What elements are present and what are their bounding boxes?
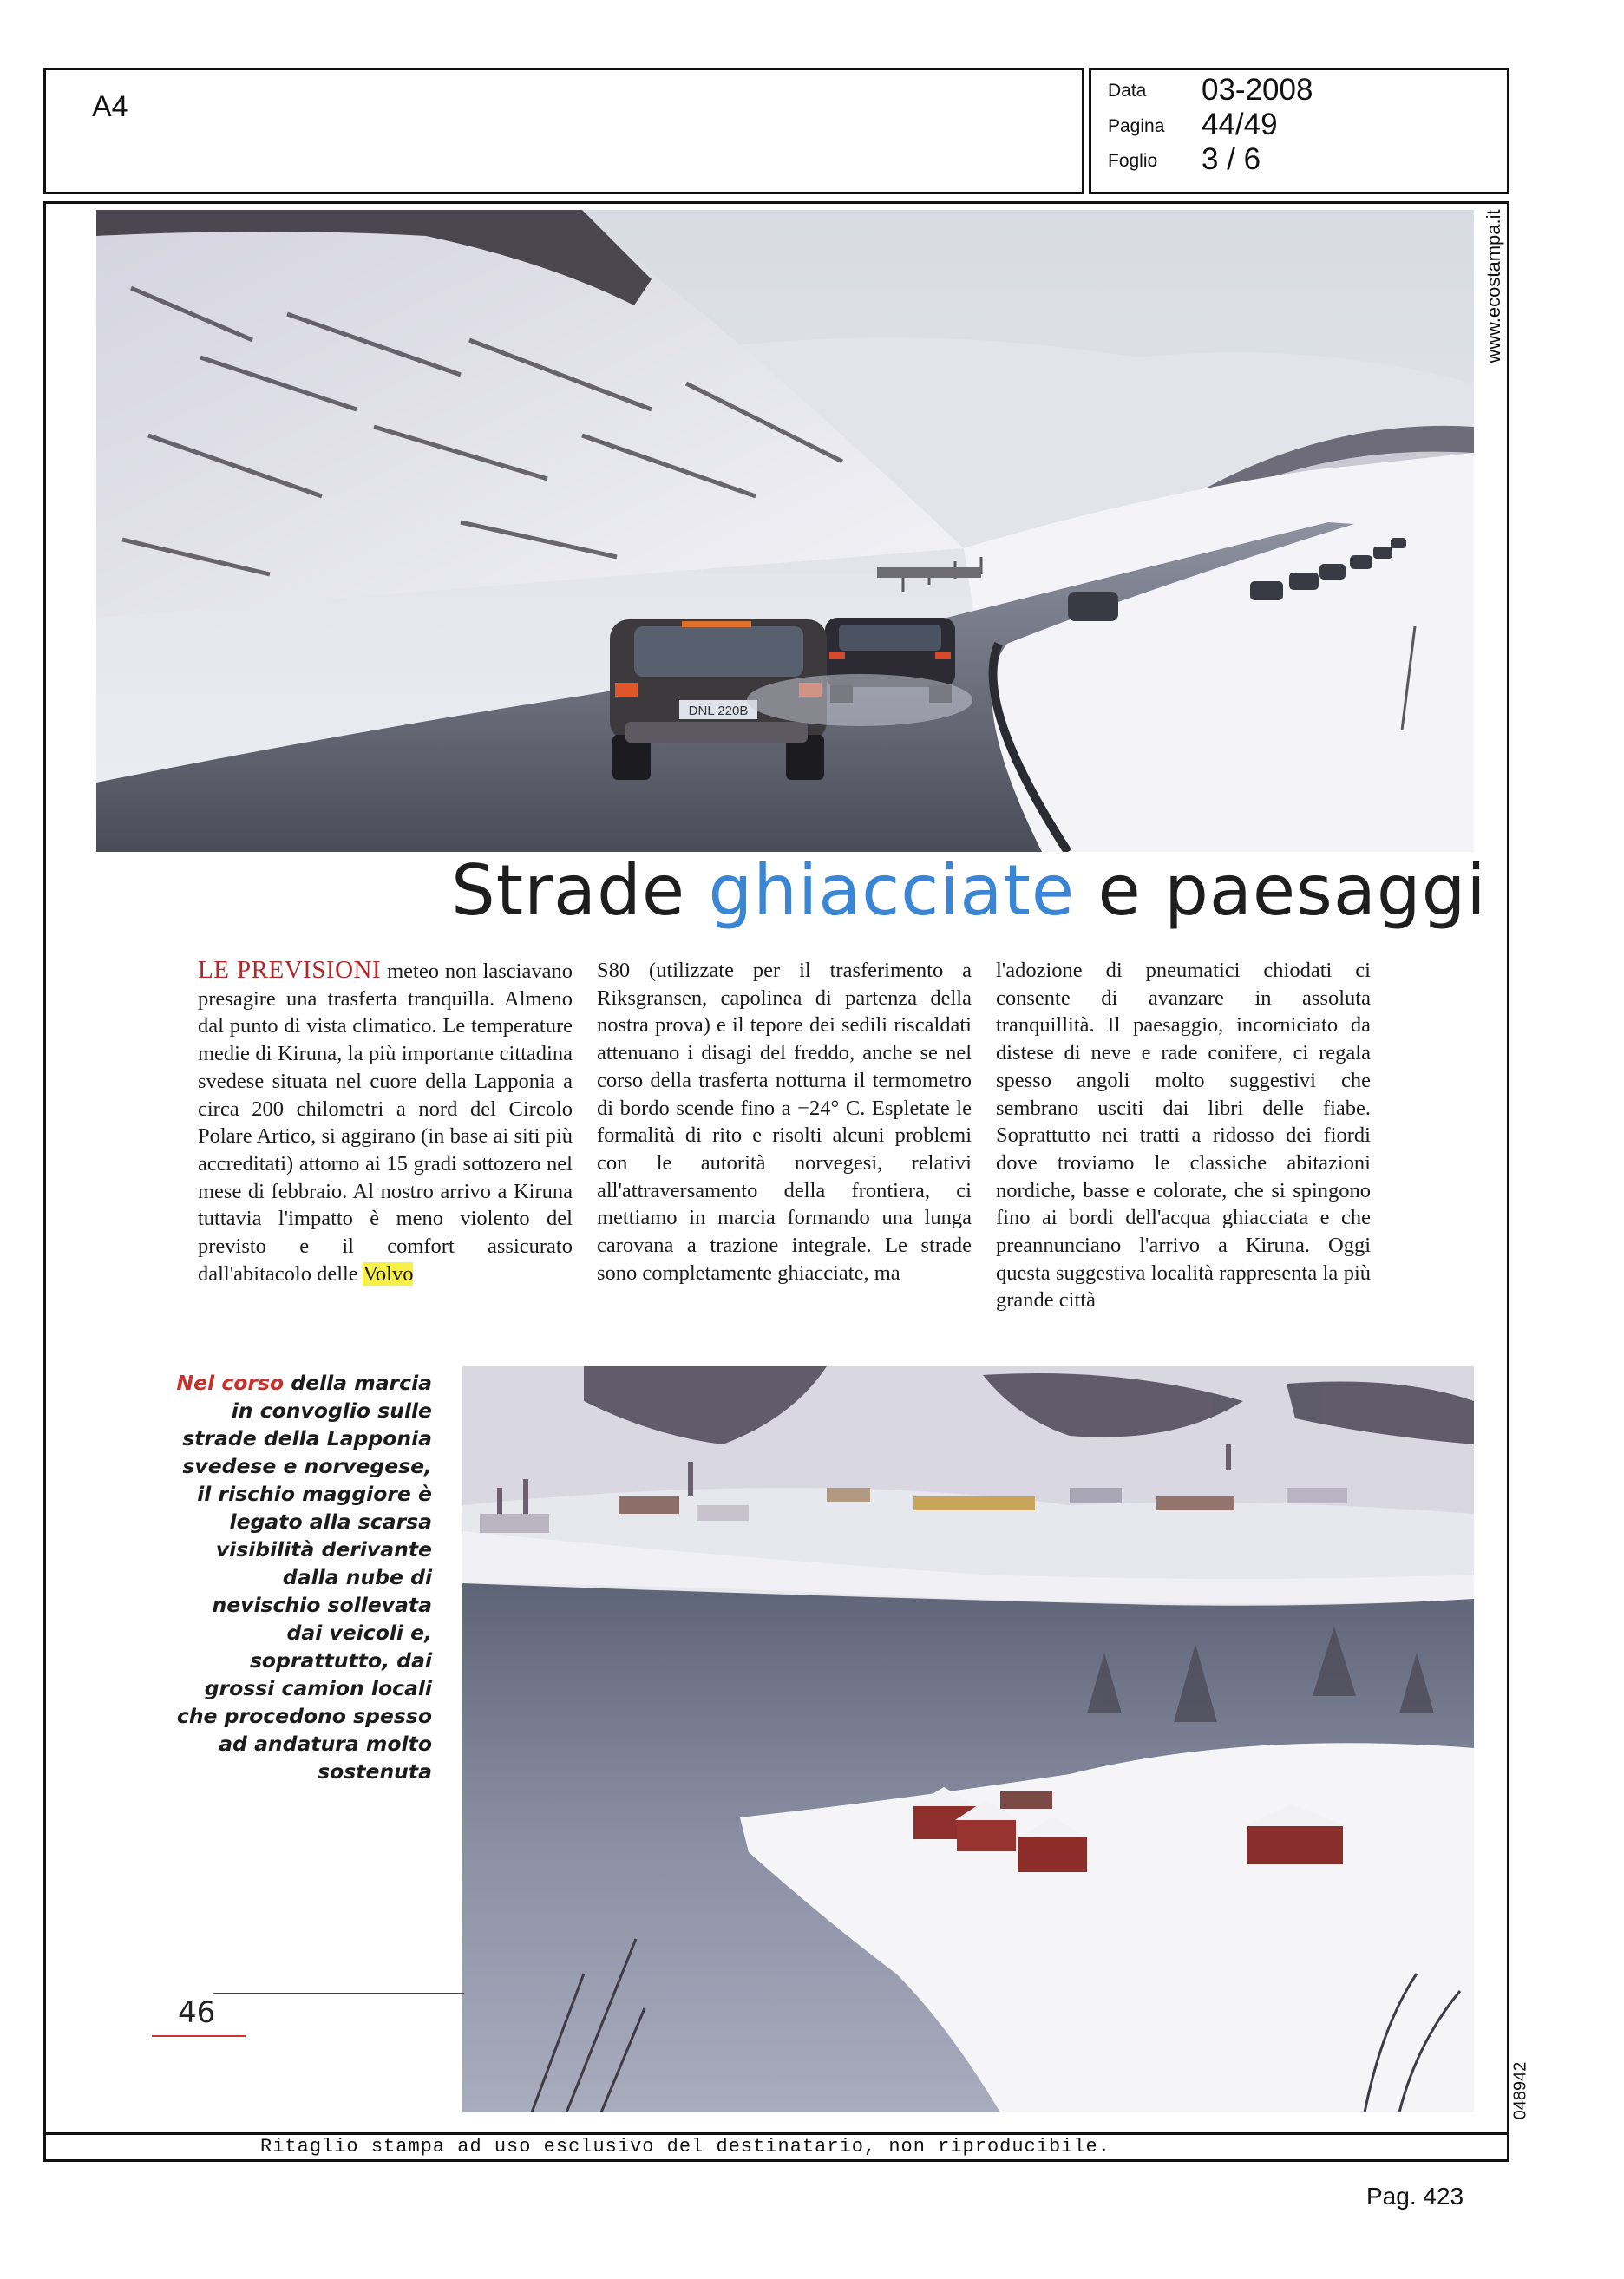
- headline-part-1: Strade: [451, 850, 709, 931]
- pagina-value: 44/49: [1202, 108, 1278, 141]
- headline-part-2: e paesaggi: [1075, 850, 1487, 931]
- body-column-3: l'adozione di pneumatici chiodati ci consente di avanzare in assoluta tranquillità. Il paesaggio, incorniciato da distese di neve e rade conifere, ci regala spesso angoli molto suggestivi che sembrano usciti dai libri delle fiabe. Soprattutto nei tratti a ridosso dei fiordi dove troviamo le classiche abitazioni nordiche, basse e colorate, che si spingono fino ai bordi dell'acqua ghiacciata e che preannunciano l'arrivo a Kiruna. Oggi questa suggestiva località rappresenta la più grande città: [996, 959, 1371, 1313]
- body-column-2: S80 (utilizzate per il trasferimento a Riksgransen, capolinea di partenza della nostra prova) e il tepore dei sedili riscaldati attenuano i disagi del freddo, anche se nel corso della trasferta notturna il termometro di bordo scende fino a −24° C. Espletate le formalità di rito e risolti alcuni problemi con le autorità norvegesi, relativi all'attraversamento della frontiera, ci mettiamo in marcia formando una lunga carovana a trazione integrale. Le strade sono completamente ghiacciate, ma: [597, 959, 972, 1285]
- section-code: A4: [92, 90, 128, 123]
- page-number-rule: [213, 1993, 464, 1994]
- data-value: 03-2008: [1202, 73, 1313, 107]
- data-label: Data: [1108, 81, 1147, 101]
- highlighted-word: Volvo: [363, 1261, 414, 1286]
- magazine-page-number: 46: [178, 1995, 216, 2030]
- caption-text: della marcia in convoglio sulle strade della Lapponia svedese e norvegese, il rischio maggiore è legato alla scarsa visibilità derivante dalla nube di nevischio sollevata dai veicoli e, soprattutto, dai grossi camion locali che procedono spesso ad andatura molto sostenuta: [176, 1371, 432, 1784]
- page-number-underline: [152, 2035, 246, 2037]
- column-lead-in: LE PREVISIONI: [198, 956, 382, 984]
- convoy-road-photo: [96, 210, 1474, 852]
- headline-accent: ghiacciate: [708, 850, 1076, 931]
- photo-caption: [174, 1369, 432, 1785]
- fjord-village-photo: [462, 1366, 1474, 2112]
- article-headline: [451, 850, 1487, 931]
- reproduction-notice: Ritaglio stampa ad uso esclusivo del destinatario, non riproducibile.: [260, 2136, 1110, 2158]
- page-label: Pag. 423: [1366, 2183, 1464, 2210]
- foglio-label: Foglio: [1108, 151, 1158, 171]
- column-1-text: meteo non lasciavano presagire una trasferta tranquilla. Almeno dal punto di vista climatico. Le temperature medie di Kiruna, la più importante cittadina svedese situata nel cuore della Lapponia a circa 200 chilometri a nord del Circolo Polare Artico, si aggirano (in base ai siti più accreditati) attorno ai 15 gradi sottozero nel mese di febbraio. Al nostro arrivo a Kiruna tuttavia l'impatto è meno violento del previsto e il comfort assicurato dall'abitacolo delle: [198, 959, 573, 1286]
- header-left-box: [43, 68, 1084, 194]
- side-url: www.ecostampa.it: [1483, 209, 1504, 363]
- pagina-label: Pagina: [1108, 116, 1165, 136]
- caption-lead-in: Nel corso: [176, 1371, 285, 1395]
- license-plate: DNL 220B: [688, 704, 749, 718]
- body-column-1: [198, 957, 573, 1287]
- side-code: 048942: [1510, 2061, 1530, 2120]
- foglio-value: 3 / 6: [1202, 142, 1261, 176]
